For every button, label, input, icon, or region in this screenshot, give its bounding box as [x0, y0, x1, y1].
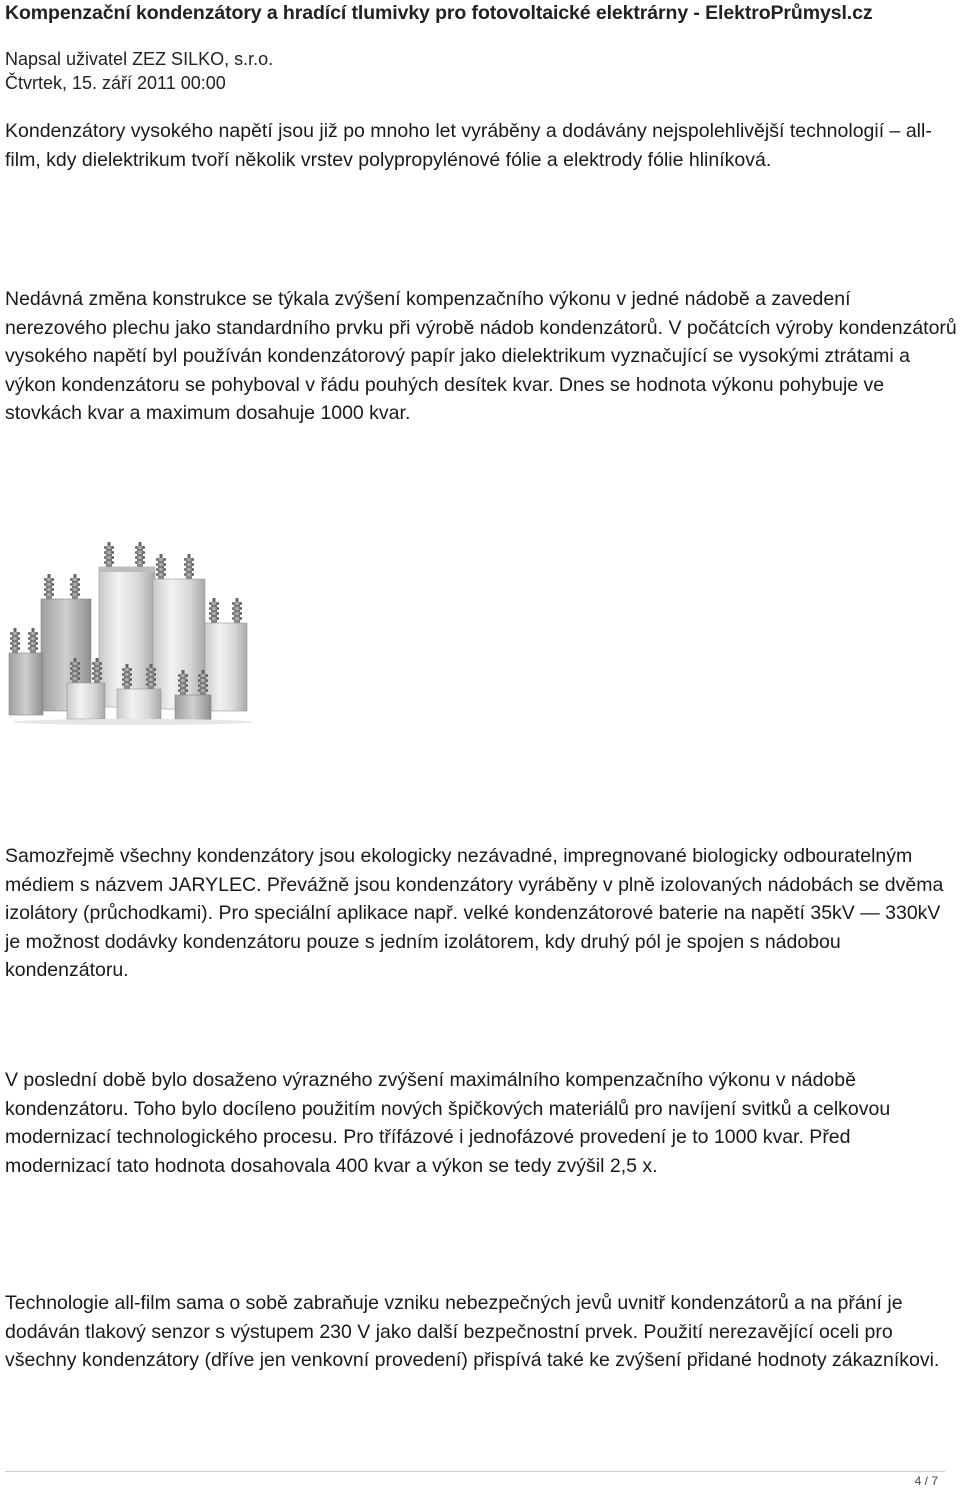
capacitors-photo — [5, 540, 260, 725]
paragraph-power: V poslední době bylo dosaženo výrazného zvýšení maximálního kompenzačního výkonu v nádobě kondenzátoru. Toho bylo docíleno použitím nových špičkových materiálů pro navíjení svitků a celkovou modernizací technologického procesu. Pro třífázové i jednofázové provedení je to 1000 kvar. Před modernizací tato hodnota dosahovala 400 kvar a výkon se tedy zvýšil 2,5 x. — [5, 1069, 891, 1177]
paragraph-ecology: Samozřejmě všechny kondenzátory jsou ekologicky nezávadné, impregnované biologicky odbouratelným médiem s názvem JARYLEC. Převážně jsou kondenzátory vyráběny v plně izolovaných nádobách se dvěma izolátory (průchodkami). Pro speciální aplikace např. velké kondenzátorové baterie na napětí 35kV — 330kV je možnost dodávky kondenzátoru pouze s jedním izolátorem, kdy druhý pól je spojen s nádobou kondenzátoru. — [5, 845, 944, 981]
page-title: Kompenzační kondenzátory a hradící tlumivky pro fotovoltaické elektrárny - ElektroPrůmysl.cz — [5, 2, 873, 24]
footer-divider — [5, 1471, 945, 1472]
paragraph-construction: Nedávná změna konstrukce se týkala zvýšení kompenzačního výkonu v jedné nádobě a zavedení nerezového plechu jako standardního prvku při výrobě nádob kondenzátorů. V počátcích výroby kondenzátorů vysokého napětí byl používán kondenzátorový papír jako dielektrikum vyznačující se vysokými ztrátami a výkon kondenzátoru se pohyboval v řádu pouhých desítek kvar. Dnes se hodnota výkonu pohybuje ve stovkách kvar a maximum dosahuje 1000 kvar. — [5, 288, 957, 424]
author-line: Napsal uživatel ZEZ SILKO, s.r.o. — [5, 49, 274, 69]
page-number: 4 / 7 — [914, 1474, 938, 1488]
paragraph-safety: Technologie all-film sama o sobě zabraňuje vzniku nebezpečných jevů uvnitř kondenzátorů a na přání je dodáván tlakový senzor s výstupem 230 V jako další bezpečnostní prvek. Použití nerezavějící oceli pro všechny kondenzátory (dříve jen venkovní provedení) přispívá také ke zvýšení přidané hodnoty zákazníkovi. — [5, 1292, 940, 1371]
date-line: Čtvrtek, 15. září 2011 00:00 — [5, 73, 226, 93]
paragraph-intro: Kondenzátory vysokého napětí jsou již po mnoho let vyráběny a dodávány nejspolehlivější technologií – all-film, kdy dielektrikum tvoří několik vrstev polypropylénové fólie a elektrody fólie hliníková. — [5, 120, 932, 171]
